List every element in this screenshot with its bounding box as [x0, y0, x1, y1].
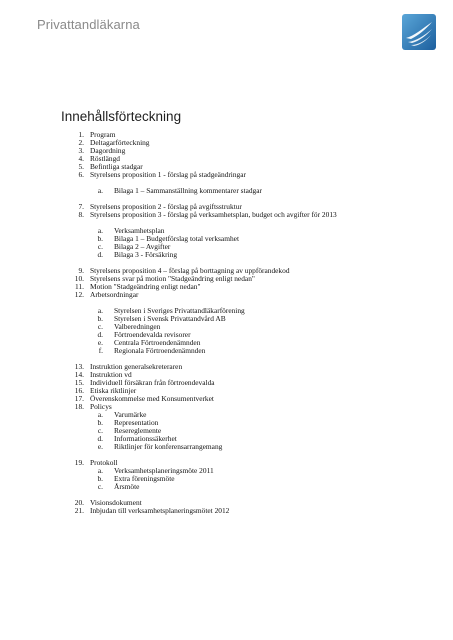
- toc-item-number: 17.: [74, 394, 84, 403]
- toc-item-title: Visionsdokument: [90, 498, 142, 507]
- toc-item-title: Överenskommelse med Konsumentverket: [90, 394, 214, 403]
- brand-name: Privattandläkarna: [37, 17, 140, 32]
- toc-item-number: d.: [97, 434, 103, 443]
- toc-item-title: Förtroendevalda revisorer: [114, 330, 191, 339]
- toc-subitem: [0, 307, 453, 315]
- toc-item-title: Verksamhetsplaneringsmöte 2011: [114, 466, 214, 475]
- toc-item-number: 6.: [78, 170, 84, 179]
- toc-item-number: a.: [97, 410, 103, 419]
- toc-item-title: Arbetsordningar: [90, 290, 139, 299]
- toc-item-number: c.: [97, 242, 103, 251]
- toc-subitem: [0, 323, 453, 331]
- toc-item-title: Instruktion vd: [90, 370, 132, 379]
- spacer: [0, 451, 453, 459]
- toc-item-number: c.: [97, 426, 103, 435]
- toc-item-title: Styrelsens proposition 4 – förslag på borttagning av uppförandekod: [90, 266, 290, 275]
- toc-item-number: c.: [97, 482, 103, 491]
- toc-item: [0, 139, 453, 147]
- spacer: [0, 491, 453, 499]
- toc-item: [0, 275, 453, 283]
- toc-item-number: 14.: [74, 370, 84, 379]
- toc-item: [0, 403, 453, 411]
- toc-item-title: Deltagarförteckning: [90, 138, 150, 147]
- toc-item-title: Policys: [90, 402, 112, 411]
- toc-item-number: 13.: [74, 362, 84, 371]
- toc-item-title: Årsmöte: [114, 482, 140, 491]
- toc-item-title: Resereglemente: [114, 426, 162, 435]
- toc-item-number: 15.: [74, 378, 84, 387]
- toc-item: [0, 507, 453, 515]
- spacer: [0, 355, 453, 363]
- toc-item-title: Styrelsen i Sveriges Privattandläkarförening: [114, 306, 245, 315]
- toc-item-number: b.: [97, 314, 103, 323]
- toc-item: [0, 147, 453, 155]
- toc-subitem: [0, 443, 453, 451]
- toc-item-title: Individuell försäkran från förtroendevalda: [90, 378, 215, 387]
- toc-item-number: d.: [97, 250, 103, 259]
- toc-item-title: Bilaga 3 - Försäkring: [114, 250, 178, 259]
- wing-logo-icon: [402, 14, 436, 50]
- toc-subitem: [0, 419, 453, 427]
- toc-item-number: c.: [97, 322, 103, 331]
- toc-item-number: e.: [97, 338, 103, 347]
- toc-item: [0, 131, 453, 139]
- toc-item-title: Styrelsens proposition 3 - förslag på verksamhetsplan, budget och avgifter för 2013: [90, 210, 337, 219]
- toc-item: [0, 171, 453, 179]
- toc-subitem: [0, 235, 453, 243]
- toc-item: [0, 387, 453, 395]
- toc-item-title: Program: [90, 130, 116, 139]
- toc-subitem: [0, 483, 453, 491]
- toc-item-title: Protokoll: [90, 458, 118, 467]
- toc-item-number: 19.: [74, 458, 84, 467]
- toc-item-title: Bilaga 1 – Budgetförslag total verksamhet: [114, 234, 239, 243]
- toc-item-title: Röstlängd: [90, 154, 120, 163]
- toc-item-title: Representation: [114, 418, 159, 427]
- toc-item-number: f.: [98, 346, 103, 355]
- toc-item-number: a.: [97, 306, 103, 315]
- toc-item-number: e.: [97, 442, 103, 451]
- toc-item-title: Befintliga stadgar: [90, 162, 143, 171]
- toc-item-number: 9.: [78, 266, 84, 275]
- toc-item-title: Bilaga 1 – Sammanställning kommentarer stadgar: [114, 186, 262, 195]
- toc-item: [0, 371, 453, 379]
- toc-item: [0, 379, 453, 387]
- toc-item-title: Inbjudan till verksamhetsplaneringsmötet 2012: [90, 506, 230, 515]
- toc-item-number: 5.: [78, 162, 84, 171]
- toc-item: [0, 291, 453, 299]
- toc-subitem: [0, 475, 453, 483]
- toc-item-title: Riktlinjer för konferensarrangemang: [114, 442, 223, 451]
- toc-subitem: [0, 347, 453, 355]
- toc-item-number: 12.: [74, 290, 84, 299]
- toc-item-number: 18.: [74, 402, 84, 411]
- toc-item-number: 7.: [78, 202, 84, 211]
- toc-item-number: 16.: [74, 386, 84, 395]
- toc-item-number: b.: [97, 234, 103, 243]
- toc-item-number: a.: [97, 466, 103, 475]
- toc-item-title: Verksamhetsplan: [114, 226, 165, 235]
- toc-item: [0, 363, 453, 371]
- toc-subitem: [0, 315, 453, 323]
- toc-item-number: 11.: [75, 282, 84, 291]
- toc-subitem: [0, 243, 453, 251]
- toc-item-number: d.: [97, 330, 103, 339]
- toc-item-number: 20.: [74, 498, 84, 507]
- toc-item: [0, 211, 453, 219]
- spacer: [0, 219, 453, 227]
- toc-item-number: b.: [97, 418, 103, 427]
- toc-item-title: Instruktion generalsekreteraren: [90, 362, 183, 371]
- toc-item: [0, 155, 453, 163]
- toc-item-title: Valberedningen: [114, 322, 161, 331]
- toc-subitem: [0, 251, 453, 259]
- toc-item-number: a.: [97, 226, 103, 235]
- toc-item-number: 21.: [74, 506, 84, 515]
- toc-item-number: b.: [97, 474, 103, 483]
- toc-subitem: [0, 467, 453, 475]
- toc-item: [0, 459, 453, 467]
- toc-item-title: Motion "Stadgeändring enligt nedan": [90, 282, 201, 291]
- toc-item-title: Regionala Förtroendenämnden: [114, 346, 206, 355]
- toc-item-title: Bilaga 2 – Avgifter: [114, 242, 171, 251]
- toc-item-title: Styrelsens svar på motion "Stadgeändring enligt nedan": [90, 274, 255, 283]
- toc-item-title: Dagordning: [90, 146, 126, 155]
- page-title: Innehållsförteckning: [61, 109, 182, 124]
- toc-item-title: Etiska riktlinjer: [90, 386, 137, 395]
- toc-item: [0, 283, 453, 291]
- toc-item-title: Styrelsens proposition 2 - förslag på avgiftsstruktur: [90, 202, 242, 211]
- toc-item-number: 1.: [78, 130, 84, 139]
- toc-subitem: [0, 411, 453, 419]
- toc-subitem: [0, 331, 453, 339]
- toc-item-number: 10.: [74, 274, 84, 283]
- toc-item-title: Informationssäkerhet: [114, 434, 177, 443]
- toc-item-title: Extra föreningsmöte: [114, 474, 175, 483]
- toc-subitem: [0, 435, 453, 443]
- toc-item-number: 8.: [78, 210, 84, 219]
- toc-item-number: 3.: [78, 146, 84, 155]
- toc-subitem: [0, 187, 453, 195]
- toc-item-title: Varumärke: [114, 410, 147, 419]
- toc-item-number: 2.: [78, 138, 84, 147]
- toc-subitem: [0, 339, 453, 347]
- table-of-contents: [0, 131, 453, 515]
- toc-subitem: [0, 427, 453, 435]
- toc-item-title: Styrelsens proposition 1 - förslag på stadgeändringar: [90, 170, 246, 179]
- toc-item-title: Styrelsen i Svensk Privattandvård AB: [114, 314, 226, 323]
- toc-item-number: a.: [97, 186, 103, 195]
- toc-item-number: 4.: [78, 154, 84, 163]
- toc-item: [0, 395, 453, 403]
- toc-item-title: Centrala Förtroendenämnden: [114, 338, 201, 347]
